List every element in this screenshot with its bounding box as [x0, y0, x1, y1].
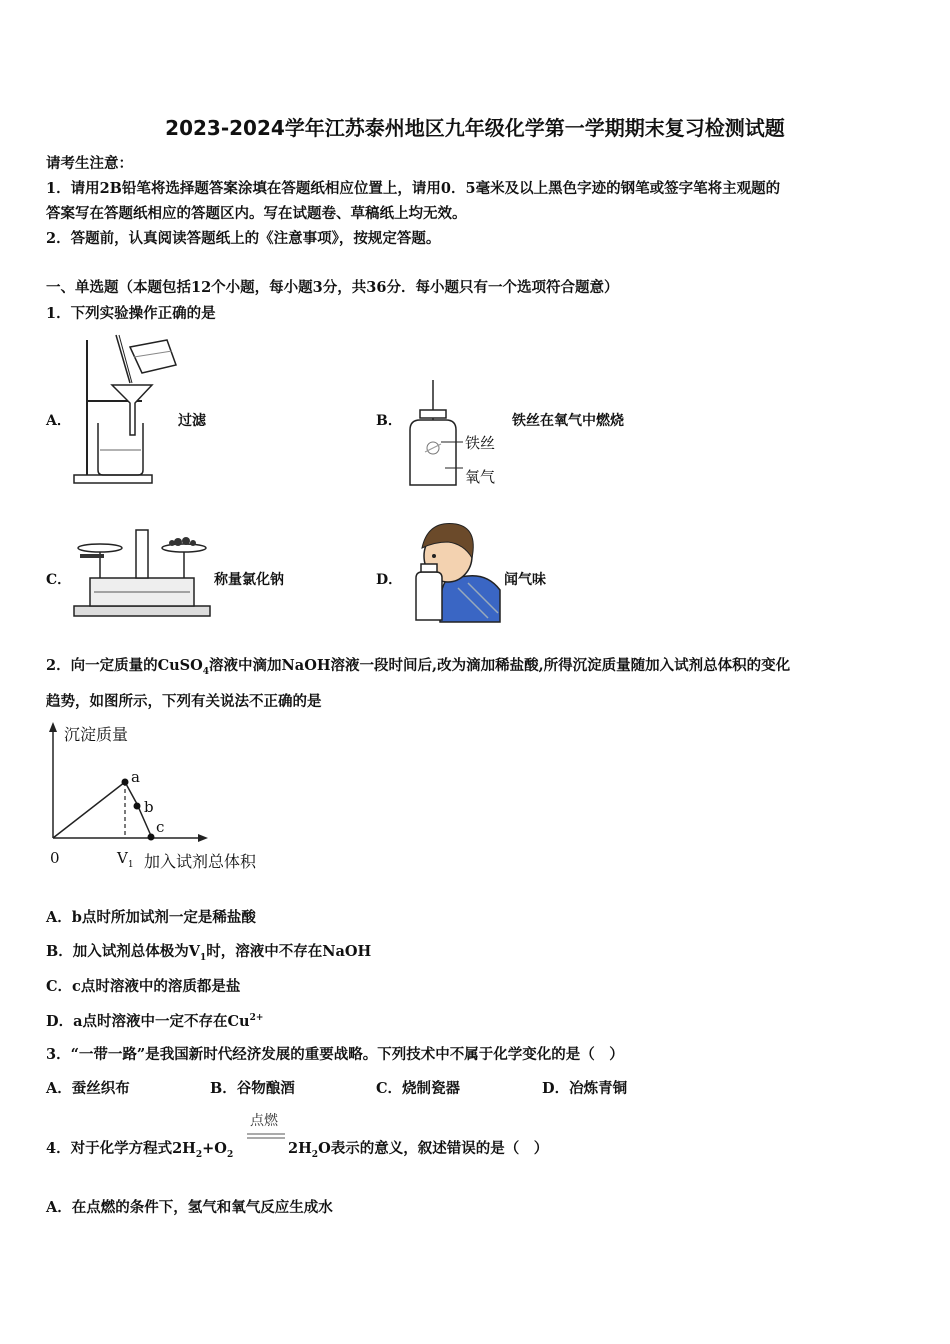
chart-label-a: a [131, 768, 140, 786]
section-heading: 一、单选题（本题包括12个小题，每小题3分，共36分．每小题只有一个选项符合题意） [46, 279, 619, 296]
q2-stem-line2: 趋势，如图所示，下列有关说法不正确的是 [46, 693, 322, 710]
label-oxygen: 氧气 [465, 468, 496, 486]
chart-origin: 0 [50, 849, 60, 867]
notice-heading: 请考生注意： [46, 155, 133, 172]
chart-ylabel: 沉淀质量 [64, 725, 129, 744]
q1-option-b-letter[interactable]: B． [376, 413, 402, 429]
page-title: 2023-2024学年江苏泰州地区九年级化学第一学期期末复习检测试题 [165, 116, 785, 140]
q2-option-c[interactable]: C．c点时溶液中的溶质都是盐 [46, 978, 241, 995]
q3-option-c[interactable]: C．烧制瓷器 [376, 1080, 461, 1097]
q4-reaction-condition: 点燃 [250, 1113, 278, 1129]
q3-option-d[interactable]: D．冶炼青铜 [542, 1080, 628, 1097]
point-a [122, 779, 129, 786]
q2-stem-line1: 2．向一定质量的CuSO$_4$溶液中滴加NaOH溶液一段时间后,改为滴加稀盐酸,所得沉淀质量随加入试剂总体积的变化 [46, 657, 791, 677]
q1-option-b-text: 铁丝在氧气中燃烧 [512, 413, 624, 429]
chart-xlabel: 加入试剂总体积 [144, 852, 257, 871]
q2-option-d[interactable]: D．a点时溶液中一定不存在$Cu^{2+}$ [46, 1013, 264, 1030]
iron-wire-oxygen-image [405, 380, 465, 492]
q1-option-d-letter[interactable]: D． [376, 572, 403, 588]
chart-label-c: c [156, 818, 165, 836]
point-c [148, 834, 155, 841]
trend-line [53, 782, 152, 838]
q4-stem-part2: $2H_2O$表示的意义，叙述错误的是（ ） [288, 1140, 549, 1160]
notice-line-2: 2．答题前，认真阅读答题纸上的《注意事项》，按规定答题。 [46, 230, 441, 247]
filtration-apparatus-image [72, 335, 182, 490]
q2-option-a[interactable]: A．b点时所加试剂一定是稀盐酸 [46, 909, 256, 926]
q1-option-a-letter[interactable]: A． [46, 413, 71, 429]
balance-scale-image [72, 526, 212, 618]
x-axis-arrow [198, 834, 208, 842]
q3-option-a[interactable]: A．蚕丝织布 [46, 1080, 130, 1097]
q1-option-c-text: 称量氯化钠 [214, 572, 284, 588]
q1-option-d-text: 闻气味 [504, 572, 546, 588]
q2-option-b[interactable]: B．加入试剂总体极为$V_1$时，溶液中不存在NaOH [46, 943, 372, 963]
smelling-person-image [408, 518, 500, 622]
q4-stem-part1: 4．对于化学方程式$2H_2+O_2$ [46, 1140, 234, 1160]
chart-v1-label: $V_1$ [117, 849, 134, 870]
q4-option-a[interactable]: A．在点燃的条件下，氢气和氧气反应生成水 [46, 1199, 333, 1216]
label-iron-wire: 铁丝 [465, 434, 496, 452]
q3-stem: 3．“一带一路”是我国新时代经济发展的重要战略。下列技术中不属于化学变化的是（ ） [46, 1046, 624, 1063]
notice-line-1: 1．请用2B铅笔将选择题答案涂填在答题纸相应位置上，请用0．5毫米及以上黑色字迹的钢笔或签字笔将主观题的 [46, 180, 781, 197]
notice-line-1b: 答案写在答题纸相应的答题区内。写在试题卷、草稿纸上均无效。 [46, 205, 467, 222]
q1-option-a-text: 过滤 [178, 413, 206, 429]
chart-label-b: b [144, 798, 154, 816]
q3-option-b[interactable]: B．谷物酿酒 [210, 1080, 295, 1097]
point-b [134, 803, 141, 810]
q4-reaction-arrow [247, 1131, 287, 1141]
q1-stem: 1．下列实验操作正确的是 [46, 305, 216, 322]
q1-option-c-letter[interactable]: C． [46, 572, 72, 588]
y-axis-arrow [49, 722, 57, 732]
